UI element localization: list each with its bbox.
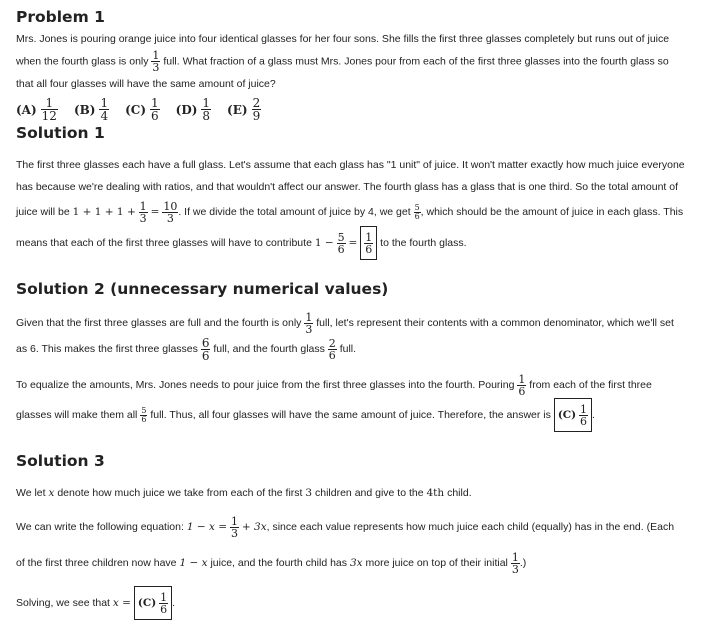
fraction-one-third: $\frac{1}{3}$ xyxy=(152,49,160,74)
solution1-heading: Solution 1 xyxy=(16,124,105,142)
solution1-line2: has because we're dealing with ratios, and that wouldn't affect our answer. The fourth glass has a glass that is one third. So the total amount of xyxy=(16,181,679,193)
answer-box: $\frac{1}{6}$ xyxy=(360,226,377,260)
choice-c: (C) $\frac{1}{6}$ xyxy=(125,96,159,123)
solution2-line2: as 6. This makes the first three glasses $\frac{6}{6}$ full, and the fourth glass $\frac{2}{6}$ full. xyxy=(16,335,357,363)
solution3-line4: Solving, we see that x = (C) $\frac{1}{6}$ . xyxy=(16,586,712,620)
solution2-line4: glasses will make them all $\frac{5}{6}$ full. Thus, all four glasses will have the same amount of juice. Therefore, the answer is (C) $\frac{1}{6}$ . xyxy=(16,398,712,432)
solution3-line1: We let x denote how much juice we take from each of the first 3 children and give to the 4th child. xyxy=(16,487,472,499)
solution1-line3: juice will be 1 + 1 + 1 + $\frac{1}{3}$ = $\frac{10}{3}$ . If we divide the total amount of juice by 4, we get $\frac{5}{6}$ , which should be the amount of juice in each glass. This xyxy=(16,199,684,225)
choice-b: (B) $\frac{1}{4}$ xyxy=(73,96,109,123)
problem-text-a: Mrs. Jones is pouring orange juice into four identical glasses for her four sons. She fills the first three glasses completely but runs out of juice xyxy=(16,33,670,45)
answer-box: (C) $\frac{1}{6}$ xyxy=(554,398,592,432)
answer-box: (C) $\frac{1}{6}$ xyxy=(134,586,172,620)
problem-text-b: when the fourth glass is only $\frac{1}{3}$ full. What fraction of a glass must Mrs. Jones pour from each of the first three glasses into the fourth glass so xyxy=(16,49,669,74)
problem-text-c: that all four glasses will have the same amount of juice? xyxy=(16,78,276,90)
choice-e: (E) $\frac{2}{9}$ xyxy=(227,96,261,123)
solution3-line2: We can write the following equation: 1 − x = $\frac{1}{3}$ + 3x, since each value represents how much juice each child (equally) has in the end. (Each xyxy=(16,514,675,540)
choice-d: (D) $\frac{1}{8}$ xyxy=(175,96,211,123)
problem-heading: Problem 1 xyxy=(16,8,105,26)
solution2-heading: Solution 2 (unnecessary numerical values) xyxy=(16,280,389,298)
answer-choices xyxy=(16,97,712,122)
solution1-line1: The first three glasses each have a full glass. Let's assume that each glass has "1 unit" of juice. It won't matter exactly how much juice everyone xyxy=(16,159,685,171)
choice-a: (A) $\frac{1}{12}$ xyxy=(16,96,57,123)
solution2-line3: To equalize the amounts, Mrs. Jones needs to pour juice from the first three glasses into the fourth. Pouring $\frac{1}{6}$ from each of the first three xyxy=(16,372,652,398)
solution3-line3: of the first three children now have 1 − x juice, and the fourth child has 3x more juice on top of their initial $\frac{1}{3}$ .) xyxy=(16,550,527,576)
solution1-line4: means that each of the first three glasses will have to contribute 1 − $\frac{5}{6}$ = $\frac{1}{6}$ to the fourth glass. xyxy=(16,226,712,260)
solution2-line1: Given that the first three glasses are full and the fourth is only $\frac{1}{3}$ full, let's represent their contents with a common denominator, which we'll set xyxy=(16,310,674,336)
solution3-heading: Solution 3 xyxy=(16,452,105,470)
